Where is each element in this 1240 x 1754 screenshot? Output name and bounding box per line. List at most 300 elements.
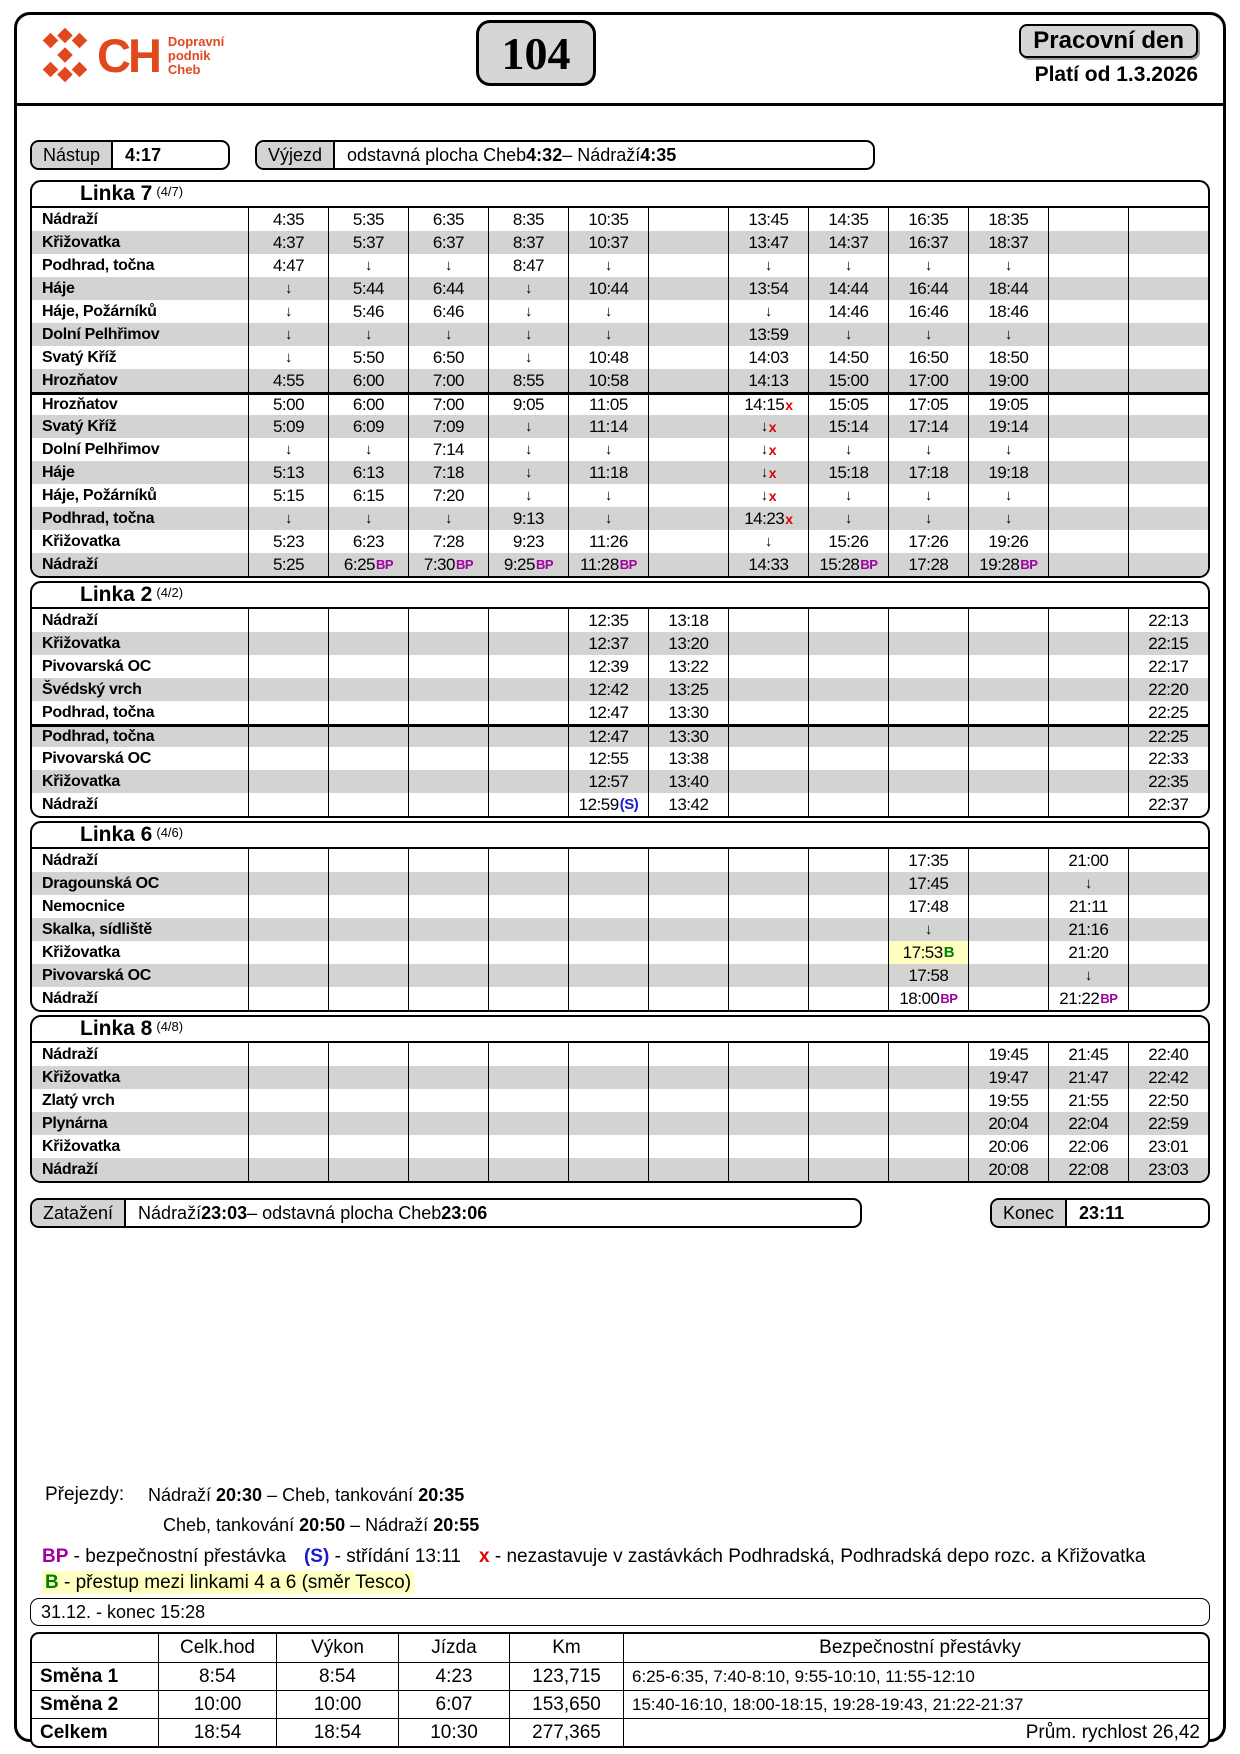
marker-bp: BP bbox=[375, 557, 394, 572]
logo-line2: podnik bbox=[167, 47, 211, 63]
departure-time: 22:15 bbox=[1148, 633, 1189, 653]
logo-line3: Cheb bbox=[167, 62, 201, 78]
departure-time: 11:28 bbox=[580, 554, 619, 574]
time-cell bbox=[488, 553, 568, 576]
time-cell bbox=[248, 438, 328, 461]
time-cell bbox=[1048, 461, 1128, 484]
time-cell bbox=[808, 1158, 888, 1181]
line-subtitle: (4/8) bbox=[156, 1018, 184, 1034]
time-cell bbox=[968, 987, 1048, 1010]
time-cell bbox=[248, 369, 328, 392]
time-cell bbox=[248, 553, 328, 576]
time-cell bbox=[488, 369, 568, 392]
time-cell bbox=[728, 941, 808, 964]
timetable-row bbox=[32, 747, 1208, 770]
time-cell bbox=[1128, 609, 1208, 632]
zatazeni-box bbox=[30, 1198, 862, 1228]
departure-time: 22:35 bbox=[1148, 771, 1189, 791]
summary-row bbox=[32, 1718, 1208, 1746]
time-cell bbox=[1048, 1089, 1128, 1112]
timetable-row bbox=[32, 987, 1208, 1010]
departure-time: 6:15 bbox=[352, 485, 385, 505]
pass-through-arrow: ↓ bbox=[764, 257, 772, 274]
departure-time: 15:26 bbox=[828, 531, 869, 551]
time-cell bbox=[728, 1089, 808, 1112]
time-cell bbox=[488, 747, 568, 770]
time-cell bbox=[488, 208, 568, 231]
pass-through-arrow: ↓ bbox=[524, 441, 532, 458]
departure-time: 13:54 bbox=[748, 278, 789, 298]
time-cell bbox=[728, 1066, 808, 1089]
time-cell bbox=[808, 231, 888, 254]
departure-time: 11:05 bbox=[589, 395, 628, 414]
pass-through-arrow: ↓ bbox=[284, 441, 292, 458]
time-cell bbox=[888, 438, 968, 461]
time-cell bbox=[968, 701, 1048, 724]
prejezdy-line-1 bbox=[148, 1485, 464, 1506]
timetable-row bbox=[32, 530, 1208, 553]
time-cell bbox=[248, 1066, 328, 1089]
time-cell bbox=[568, 747, 648, 770]
timetable-linka-2 bbox=[30, 581, 1210, 818]
departure-time: 22:37 bbox=[1148, 794, 1189, 814]
timetable-row bbox=[32, 231, 1208, 254]
time-cell bbox=[488, 964, 568, 987]
time-cell bbox=[408, 770, 488, 793]
time-cell bbox=[328, 655, 408, 678]
stop-name-cell: Dolní Pelhřimov bbox=[42, 325, 160, 343]
departure-time: 7:14 bbox=[432, 439, 464, 459]
time-cell bbox=[648, 609, 728, 632]
time-cell bbox=[328, 609, 408, 632]
time-cell bbox=[328, 1089, 408, 1112]
time-cell bbox=[568, 415, 648, 438]
stop-name-cell: Nádraží bbox=[42, 1045, 98, 1063]
time-cell bbox=[648, 987, 728, 1010]
departure-time: 22:06 bbox=[1068, 1136, 1109, 1156]
time-cell bbox=[968, 655, 1048, 678]
time-cell bbox=[408, 461, 488, 484]
time-cell bbox=[248, 1043, 328, 1066]
time-cell bbox=[568, 231, 648, 254]
time-cell bbox=[1128, 1089, 1208, 1112]
time-cell bbox=[248, 655, 328, 678]
time-cell bbox=[328, 323, 408, 346]
time-value: 20:50 bbox=[299, 1515, 346, 1535]
time-cell bbox=[1128, 395, 1208, 415]
departure-time: 7:30 bbox=[423, 554, 455, 574]
summary-header-cell: Výkon bbox=[276, 1634, 398, 1662]
departure-time: 21:11 bbox=[1068, 896, 1108, 916]
time-cell bbox=[1048, 895, 1128, 918]
legend-mark-b: B bbox=[45, 1572, 59, 1593]
time-cell bbox=[408, 300, 488, 323]
prejezdy-line-2 bbox=[163, 1515, 479, 1536]
time-cell bbox=[408, 346, 488, 369]
time-cell bbox=[488, 918, 568, 941]
time-cell bbox=[728, 849, 808, 872]
departure-time: 10:58 bbox=[588, 370, 629, 390]
time-cell bbox=[968, 1043, 1048, 1066]
time-cell bbox=[248, 231, 328, 254]
timetable-row bbox=[32, 553, 1208, 576]
departure-time: 13:59 bbox=[748, 324, 789, 344]
departure-time: 22:33 bbox=[1148, 748, 1189, 768]
departure-time: 11:14 bbox=[589, 416, 628, 436]
time-cell bbox=[248, 770, 328, 793]
pass-through-arrow: ↓ bbox=[284, 349, 292, 366]
departure-time: 17:45 bbox=[908, 873, 949, 893]
stop-name-cell: Křižovatka bbox=[42, 532, 120, 550]
time-cell bbox=[328, 895, 408, 918]
time-cell bbox=[808, 770, 888, 793]
time-cell bbox=[1128, 369, 1208, 392]
time-cell bbox=[808, 849, 888, 872]
legend-line bbox=[42, 1546, 1163, 1568]
timetable-row bbox=[32, 918, 1208, 941]
stop-name-cell: Nádraží bbox=[42, 210, 98, 228]
time-cell bbox=[648, 438, 728, 461]
time-cell bbox=[248, 1158, 328, 1181]
pass-through-arrow: ↓ bbox=[764, 533, 772, 550]
time-cell bbox=[808, 323, 888, 346]
departure-time: 17:48 bbox=[908, 896, 949, 916]
time-cell bbox=[1128, 770, 1208, 793]
time-cell bbox=[1048, 701, 1128, 724]
departure-time: 22:13 bbox=[1148, 610, 1189, 630]
stop-name-cell: Háje, Požárníků bbox=[42, 486, 157, 504]
time-cell bbox=[488, 461, 568, 484]
time-cell bbox=[328, 849, 408, 872]
departure-time: 11:18 bbox=[589, 462, 628, 482]
pass-through-arrow: ↓ bbox=[364, 257, 372, 274]
time-cell bbox=[488, 415, 568, 438]
time-cell bbox=[888, 530, 968, 553]
time-cell bbox=[248, 872, 328, 895]
time-cell bbox=[248, 632, 328, 655]
time-cell bbox=[328, 770, 408, 793]
pass-through-arrow: ↓ bbox=[364, 326, 372, 343]
valid-from-date: Platí od 1.3.2026 bbox=[1034, 63, 1198, 86]
time-cell bbox=[968, 1158, 1048, 1181]
time-cell bbox=[968, 793, 1048, 816]
time-cell bbox=[248, 1135, 328, 1158]
departure-time: 4:37 bbox=[272, 232, 305, 252]
departure-time: 12:42 bbox=[588, 679, 629, 699]
time-cell bbox=[808, 918, 888, 941]
time-cell bbox=[1048, 530, 1128, 553]
time-cell bbox=[328, 678, 408, 701]
time-cell bbox=[808, 701, 888, 724]
time-cell bbox=[968, 484, 1048, 507]
time-cell bbox=[408, 793, 488, 816]
departure-time: 6:44 bbox=[432, 278, 464, 298]
departure-time: 21:16 bbox=[1068, 919, 1109, 939]
logo-short-name: CH bbox=[97, 28, 159, 82]
timetable-row bbox=[32, 701, 1208, 724]
time-cell bbox=[648, 895, 728, 918]
time-cell bbox=[1048, 678, 1128, 701]
summary-cell: 10:00 bbox=[158, 1691, 276, 1718]
logo-company-name bbox=[164, 33, 224, 77]
stop-name-cell: Zlatý vrch bbox=[42, 1091, 115, 1109]
departure-time: 12:47 bbox=[588, 702, 629, 722]
time-cell bbox=[808, 507, 888, 530]
time-cell bbox=[728, 918, 808, 941]
time-cell bbox=[568, 770, 648, 793]
time-cell bbox=[328, 941, 408, 964]
summary-header-cell bbox=[32, 1634, 158, 1662]
line-subtitle: (4/6) bbox=[156, 824, 184, 840]
departure-time: 16:46 bbox=[908, 301, 949, 321]
pass-through-arrow: ↓ bbox=[284, 303, 292, 320]
time-cell bbox=[808, 987, 888, 1010]
legend-item-s bbox=[304, 1546, 461, 1567]
departure-time: 10:37 bbox=[588, 232, 629, 252]
time-cell bbox=[328, 438, 408, 461]
departure-time: 10:48 bbox=[588, 347, 629, 367]
time-cell bbox=[728, 609, 808, 632]
departure-time: 14:13 bbox=[748, 370, 789, 390]
departure-time: 7:00 bbox=[432, 395, 464, 414]
departure-time: 13:42 bbox=[668, 794, 709, 814]
time-cell bbox=[888, 770, 968, 793]
time-cell bbox=[888, 1158, 968, 1181]
time-cell bbox=[1128, 1112, 1208, 1135]
stop-name-cell: Hrozňatov bbox=[42, 371, 118, 389]
time-cell bbox=[568, 895, 648, 918]
departure-time: 5:25 bbox=[272, 554, 305, 574]
pass-through-arrow: ↓ bbox=[760, 441, 768, 458]
departure-time: 13:38 bbox=[668, 748, 709, 768]
departure-time: 13:45 bbox=[748, 209, 789, 229]
time-cell bbox=[808, 277, 888, 300]
departure-time: 5:44 bbox=[352, 278, 385, 298]
departure-time: 17:28 bbox=[908, 554, 949, 574]
time-cell bbox=[408, 609, 488, 632]
departure-time: 13:30 bbox=[668, 727, 709, 746]
pass-through-arrow: ↓ bbox=[924, 326, 932, 343]
time-cell bbox=[1128, 277, 1208, 300]
time-cell bbox=[568, 277, 648, 300]
time-cell bbox=[968, 553, 1048, 576]
line-subtitle: (4/2) bbox=[156, 584, 184, 600]
time-cell bbox=[1048, 346, 1128, 369]
time-cell bbox=[568, 678, 648, 701]
pass-through-arrow: ↓ bbox=[524, 418, 532, 435]
time-cell bbox=[488, 872, 568, 895]
line-title: Linka 8 bbox=[80, 1017, 153, 1040]
time-cell bbox=[488, 484, 568, 507]
summary-cell: Prům. rychlost 26,42 bbox=[623, 1719, 1208, 1746]
text-segment: – Nádraží bbox=[562, 144, 641, 165]
time-cell bbox=[488, 346, 568, 369]
time-cell bbox=[808, 254, 888, 277]
time-cell bbox=[728, 254, 808, 277]
time-cell bbox=[808, 1135, 888, 1158]
time-cell bbox=[488, 895, 568, 918]
time-cell bbox=[808, 461, 888, 484]
time-cell bbox=[888, 323, 968, 346]
time-cell bbox=[728, 507, 808, 530]
time-cell bbox=[888, 1135, 968, 1158]
time-cell bbox=[648, 208, 728, 231]
time-cell bbox=[648, 1089, 728, 1112]
departure-time: 16:35 bbox=[908, 209, 949, 229]
departure-time: 18:35 bbox=[988, 209, 1029, 229]
time-cell bbox=[1048, 793, 1128, 816]
legend-mark-x: x bbox=[478, 1546, 490, 1567]
time-cell bbox=[968, 918, 1048, 941]
departure-time: 7:20 bbox=[432, 485, 464, 505]
departure-time: 12:55 bbox=[588, 748, 629, 768]
stop-name-cell: Pivovarská OC bbox=[42, 749, 152, 767]
departure-time: 12:39 bbox=[588, 656, 629, 676]
text-segment: Cheb, tankování bbox=[163, 1515, 300, 1535]
time-cell bbox=[1048, 1158, 1128, 1181]
timetable-row bbox=[32, 964, 1208, 987]
time-cell bbox=[648, 369, 728, 392]
company-logo bbox=[38, 28, 224, 82]
time-cell bbox=[888, 369, 968, 392]
summary-cell: 10:30 bbox=[398, 1719, 509, 1746]
time-cell bbox=[408, 678, 488, 701]
departure-time: 12:47 bbox=[588, 727, 629, 746]
time-cell bbox=[488, 507, 568, 530]
time-cell bbox=[808, 484, 888, 507]
time-cell bbox=[408, 918, 488, 941]
time-cell bbox=[488, 395, 568, 415]
time-cell bbox=[568, 484, 648, 507]
time-cell bbox=[728, 895, 808, 918]
konec-box bbox=[990, 1198, 1210, 1228]
departure-time: 19:47 bbox=[988, 1067, 1029, 1087]
time-cell bbox=[648, 277, 728, 300]
departure-time: 13:30 bbox=[668, 702, 709, 722]
time-cell bbox=[568, 701, 648, 724]
departure-time: 8:47 bbox=[512, 255, 544, 275]
time-cell bbox=[328, 415, 408, 438]
marker-bp: BP bbox=[860, 557, 878, 572]
pass-through-arrow: ↓ bbox=[1004, 257, 1012, 274]
departure-time: 22:59 bbox=[1148, 1113, 1189, 1133]
time-cell bbox=[1128, 1158, 1208, 1181]
time-cell bbox=[408, 415, 488, 438]
departure-time: 7:18 bbox=[432, 462, 464, 482]
departure-time: 12:35 bbox=[588, 610, 629, 630]
time-cell bbox=[488, 1066, 568, 1089]
time-cell bbox=[968, 747, 1048, 770]
time-cell bbox=[1128, 530, 1208, 553]
departure-time: 15:28 bbox=[819, 554, 860, 574]
time-cell bbox=[1048, 231, 1128, 254]
time-cell bbox=[1048, 727, 1128, 747]
time-cell bbox=[728, 1043, 808, 1066]
departure-time: 5:46 bbox=[352, 301, 385, 321]
time-cell bbox=[1048, 964, 1128, 987]
time-cell bbox=[968, 1066, 1048, 1089]
time-cell bbox=[248, 395, 328, 415]
departure-time: 14:23 bbox=[744, 508, 785, 528]
departure-time: 17:35 bbox=[908, 850, 949, 870]
time-cell bbox=[808, 300, 888, 323]
time-cell bbox=[888, 208, 968, 231]
timetable-row bbox=[32, 632, 1208, 655]
time-cell bbox=[328, 277, 408, 300]
time-cell bbox=[248, 941, 328, 964]
logo-line1: Dopravní bbox=[167, 33, 225, 49]
time-cell bbox=[968, 231, 1048, 254]
time-cell bbox=[1128, 323, 1208, 346]
time-cell bbox=[808, 793, 888, 816]
legend-text: - střídání 13:11 bbox=[329, 1546, 461, 1567]
time-cell bbox=[1048, 1043, 1128, 1066]
time-cell bbox=[568, 369, 648, 392]
header-divider bbox=[14, 103, 1226, 106]
timetable-row bbox=[32, 277, 1208, 300]
time-cell bbox=[888, 964, 968, 987]
time-cell bbox=[1128, 1043, 1208, 1066]
timetable-row bbox=[32, 1158, 1208, 1181]
time-cell bbox=[728, 701, 808, 724]
time-cell bbox=[1128, 415, 1208, 438]
time-cell bbox=[568, 208, 648, 231]
time-cell bbox=[728, 793, 808, 816]
time-cell bbox=[888, 1089, 968, 1112]
time-cell bbox=[728, 727, 808, 747]
time-cell bbox=[328, 1158, 408, 1181]
time-cell bbox=[1128, 964, 1208, 987]
timetable-row bbox=[32, 1135, 1208, 1158]
summary-header-cell: Km bbox=[509, 1634, 623, 1662]
text-segment: – Nádraží bbox=[345, 1515, 434, 1535]
stop-name-cell: Křižovatka bbox=[42, 1137, 120, 1155]
time-cell bbox=[888, 1112, 968, 1135]
time-cell bbox=[408, 1158, 488, 1181]
time-cell bbox=[408, 941, 488, 964]
marker-x: x bbox=[768, 418, 777, 435]
time-cell bbox=[568, 1089, 648, 1112]
time-cell bbox=[808, 655, 888, 678]
departure-time: 14:15 bbox=[744, 395, 785, 414]
time-cell bbox=[728, 346, 808, 369]
summary-cell: 10:00 bbox=[276, 1691, 398, 1718]
departure-time: 22:42 bbox=[1148, 1067, 1189, 1087]
time-cell bbox=[648, 395, 728, 415]
time-cell bbox=[248, 1089, 328, 1112]
summary-cell: Směna 2 bbox=[40, 1693, 119, 1715]
departure-time: 13:18 bbox=[668, 610, 709, 630]
time-cell bbox=[648, 484, 728, 507]
time-cell bbox=[1128, 655, 1208, 678]
line-title: Linka 6 bbox=[80, 823, 153, 846]
timetable-row bbox=[32, 392, 1208, 415]
departure-time: 21:55 bbox=[1068, 1090, 1109, 1110]
time-cell bbox=[648, 231, 728, 254]
time-cell bbox=[728, 1112, 808, 1135]
departure-time: 22:40 bbox=[1148, 1044, 1189, 1064]
time-cell bbox=[248, 254, 328, 277]
timetable-row bbox=[32, 415, 1208, 438]
time-cell bbox=[1128, 1135, 1208, 1158]
departure-time: 15:00 bbox=[828, 370, 869, 390]
marker-x: x bbox=[785, 510, 793, 527]
timetable-title bbox=[32, 823, 1208, 849]
time-cell bbox=[648, 918, 728, 941]
time-cell bbox=[568, 323, 648, 346]
time-cell bbox=[488, 793, 568, 816]
summary-cell: 277,365 bbox=[509, 1719, 623, 1746]
